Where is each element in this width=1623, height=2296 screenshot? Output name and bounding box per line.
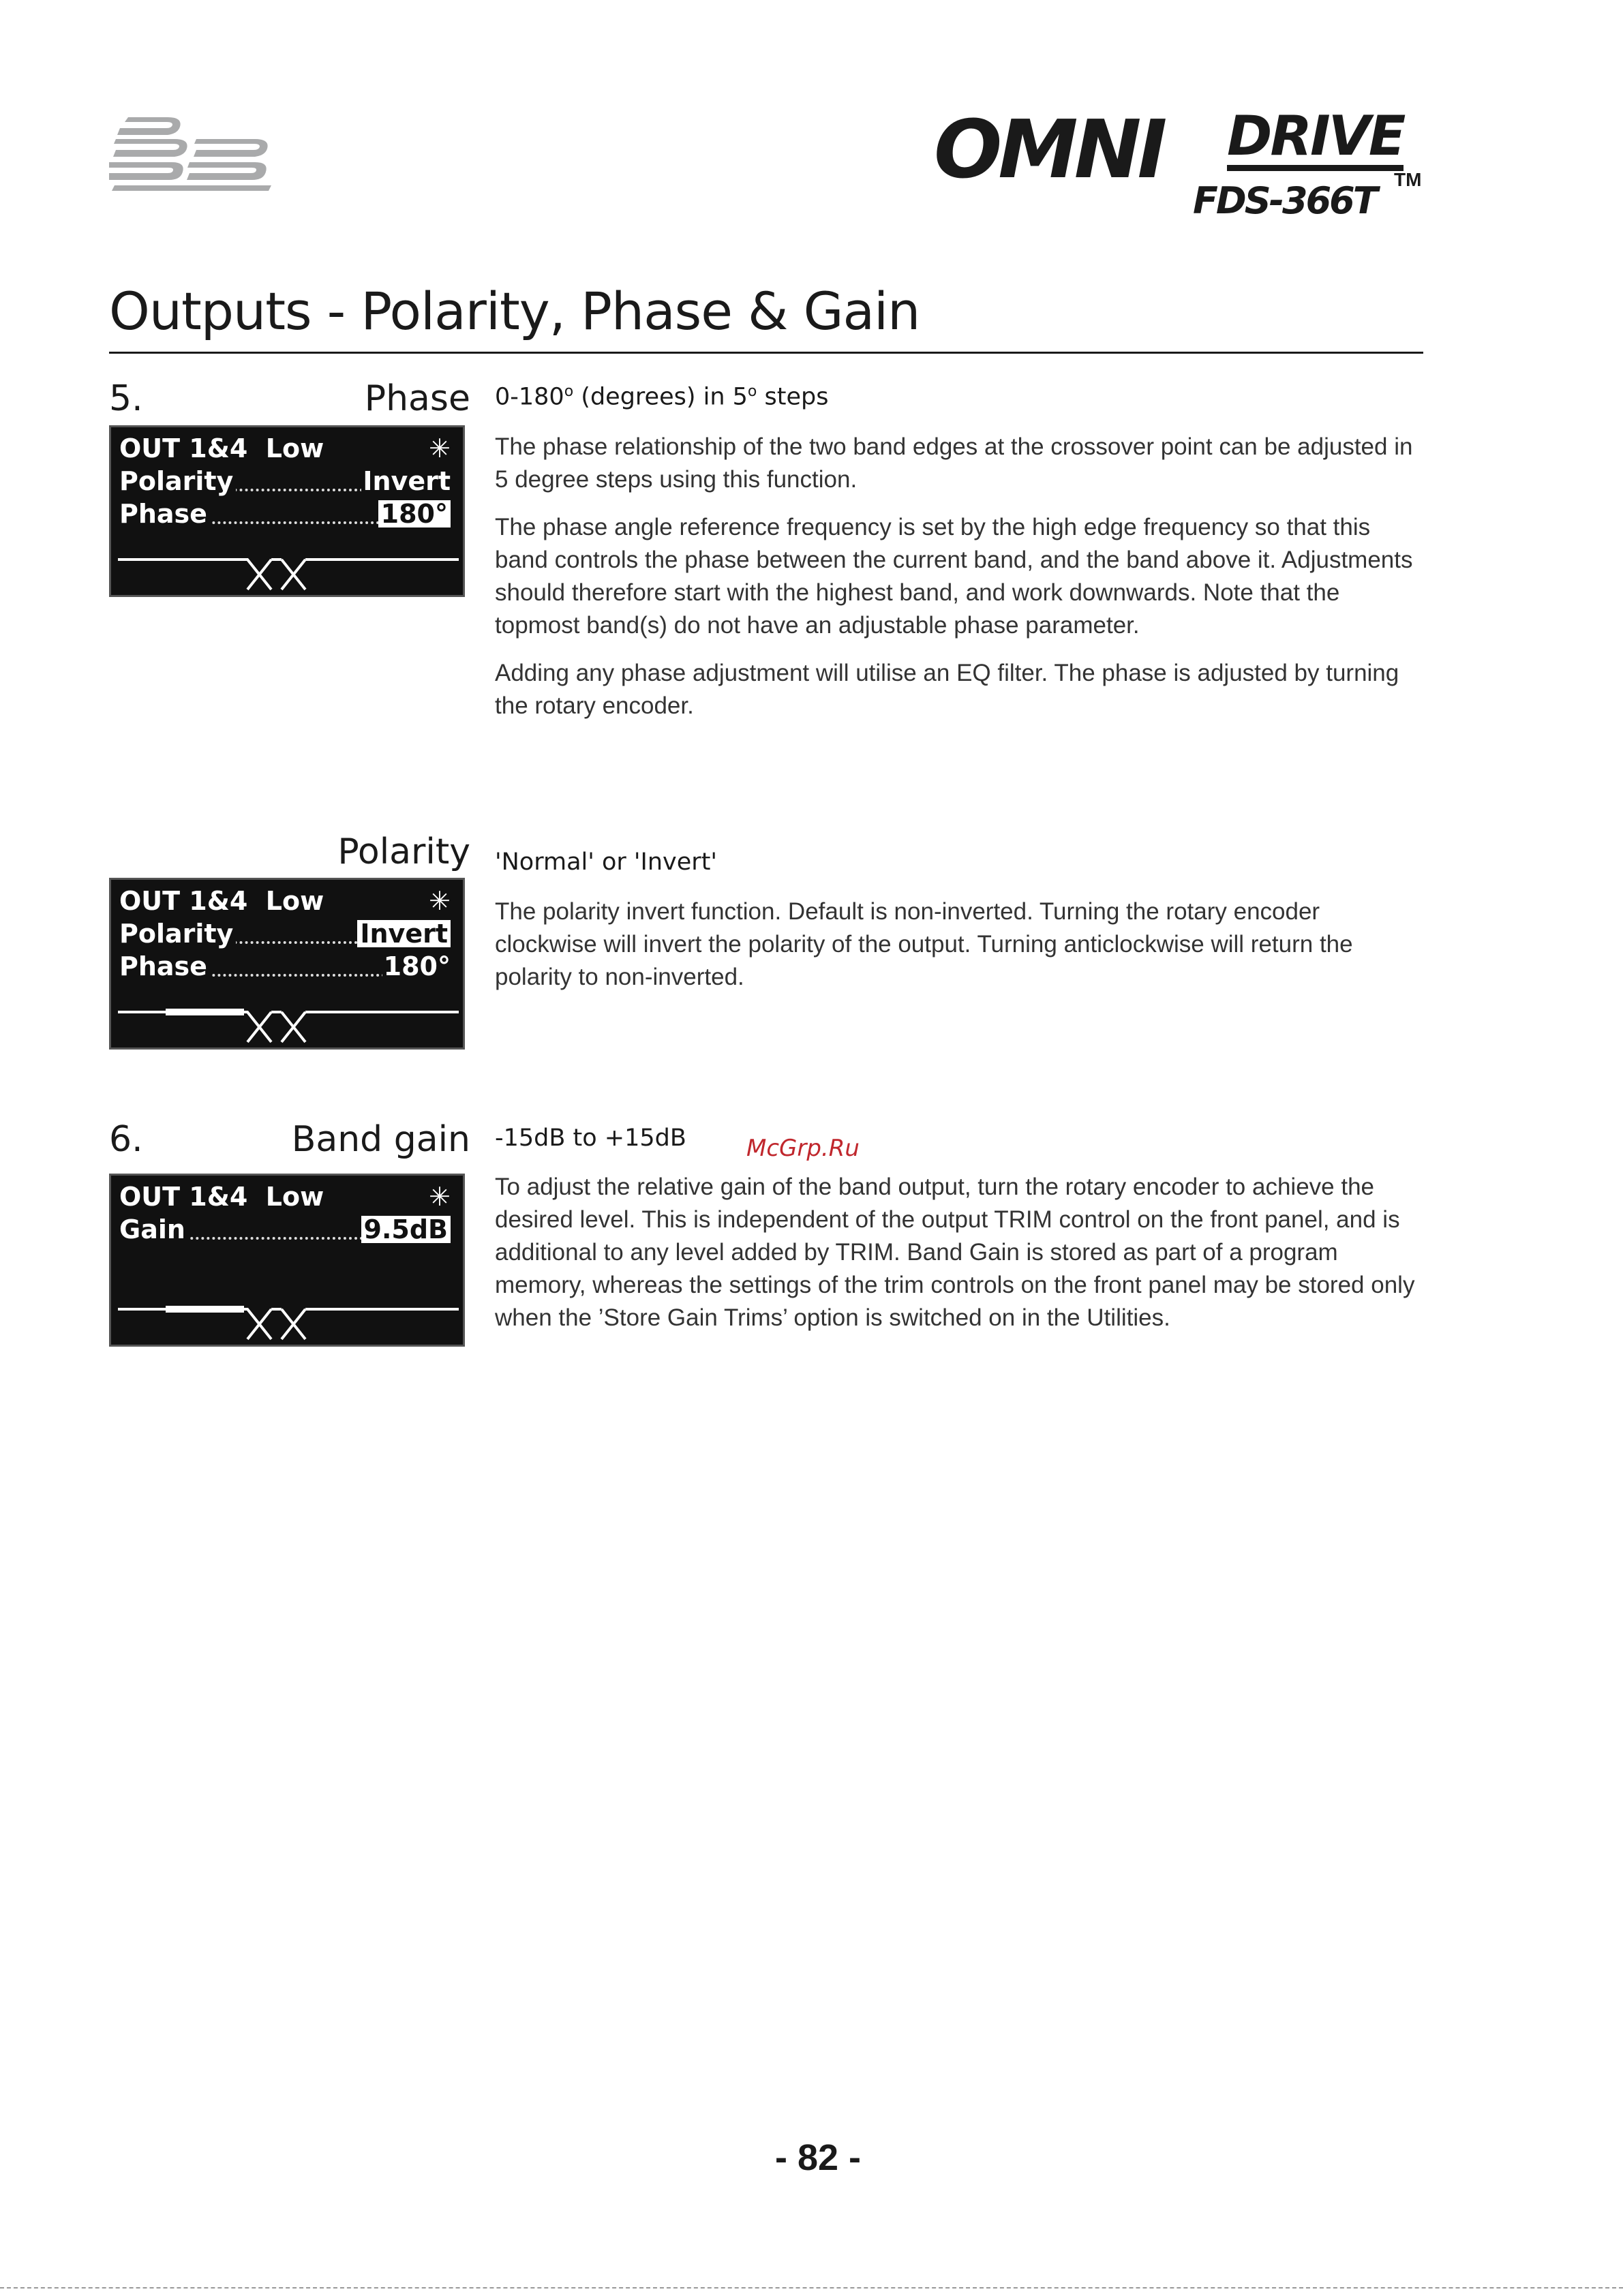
lcd-row-polarity: [119, 918, 451, 949]
paragraph: To adjust the relative gain of the band output, turn the rotary encoder to achieve the desired level. This is independent of the output TRIM control on the front panel, and is additional to any level added by TRIM. Band Gain is stored as part of a program memory, whereas the settings of the trim controls on the front panel may be stored only when the ’Store Gain Trims’ option is switched on in the Utilities.: [495, 1174, 1415, 1331]
polarity-description: [495, 896, 1422, 1009]
degree-mark: o: [747, 383, 757, 400]
lcd-header-text: OUT 1&4 Low: [119, 1182, 324, 1212]
crossover-graph-icon: [111, 1283, 463, 1345]
paragraph: The polarity invert function. Default is non-inverted. Turning the rotary encoder clockwise will invert the polarity of the output. Turning anticlockwise will return the polarity to non-inverted.: [495, 898, 1353, 990]
range-text: steps: [757, 383, 829, 411]
lcd-value: Invert: [363, 466, 451, 496]
omnidrive-logo: [934, 102, 1431, 228]
star-icon: ✳: [429, 1182, 451, 1212]
lcd-header: [119, 433, 451, 464]
lcd-label: Phase: [119, 951, 210, 982]
polarity-range: 'Normal' or 'Invert': [495, 848, 718, 876]
watermark: McGrp.Ru: [746, 1135, 860, 1162]
lcd-row-phase: [119, 951, 451, 982]
lcd-header: [119, 1181, 451, 1212]
lcd-display-band-gain: [109, 1174, 465, 1347]
bottom-divider: [0, 2287, 1623, 2289]
section-name-band-gain: Band gain: [291, 1119, 470, 1160]
lcd-label: Polarity: [119, 465, 236, 497]
lcd-value-selected: Invert: [357, 920, 451, 947]
phase-range: [495, 383, 828, 411]
range-text: 0-180: [495, 383, 564, 411]
section-name-phase: Phase: [364, 378, 470, 419]
logo-omni-text: OMNI: [934, 102, 1164, 196]
section-name-polarity: Polarity: [337, 831, 470, 872]
lcd-value-selected: 180°: [378, 500, 451, 527]
band-gain-range: -15dB to +15dB: [495, 1124, 686, 1152]
paragraph: The phase relationship of the two band edges at the crossover point can be adjusted in 5 degree steps using this function.: [495, 433, 1413, 493]
star-icon: ✳: [429, 433, 451, 463]
lcd-label: Phase: [119, 498, 210, 530]
lcd-label: Polarity: [119, 918, 236, 949]
lcd-row-gain: [119, 1214, 451, 1245]
paragraph: The phase angle reference frequency is set by the high edge frequency so that this band controls the phase between the current band, and the band above it. Adjustments should therefore start with the highest band, and work downwards. Note that the topmost band(s) do not have an adjustable phase parameter.: [495, 514, 1413, 639]
lcd-header: [119, 885, 451, 917]
title-divider: [109, 352, 1423, 354]
page-title: Outputs - Polarity, Phase & Gain: [109, 281, 920, 341]
crossover-graph-icon: [111, 534, 463, 595]
lcd-header-text: OUT 1&4 Low: [119, 433, 324, 463]
section-number: 6.: [109, 1119, 143, 1160]
lcd-row-polarity: [119, 465, 451, 497]
logo-trademark: TM: [1394, 169, 1422, 190]
lcd-value: 180°: [383, 951, 451, 981]
star-icon: ✳: [429, 886, 451, 916]
page-number: - 82 -: [774, 2137, 862, 2178]
lcd-display-polarity: [109, 878, 465, 1050]
lcd-display-phase: [109, 425, 465, 597]
logo-drive-text: DRIVE: [1227, 109, 1404, 171]
lcd-row-phase: [119, 498, 451, 530]
lcd-label: Gain: [119, 1214, 188, 1245]
band-gain-description: [495, 1171, 1422, 1349]
bss-logo: [109, 114, 286, 196]
phase-description: [495, 431, 1422, 737]
crossover-graph-icon: [111, 986, 463, 1047]
logo-model-text: FDS-366T: [1193, 179, 1376, 222]
lcd-value-selected: 9.5dB: [361, 1216, 451, 1243]
range-text: (degrees) in 5: [573, 383, 748, 411]
paragraph: Adding any phase adjustment will utilise an EQ filter. The phase is adjusted by turning the rotary encoder.: [495, 660, 1399, 719]
degree-mark: o: [564, 383, 574, 400]
lcd-header-text: OUT 1&4 Low: [119, 886, 324, 916]
section-number: 5.: [109, 378, 143, 419]
